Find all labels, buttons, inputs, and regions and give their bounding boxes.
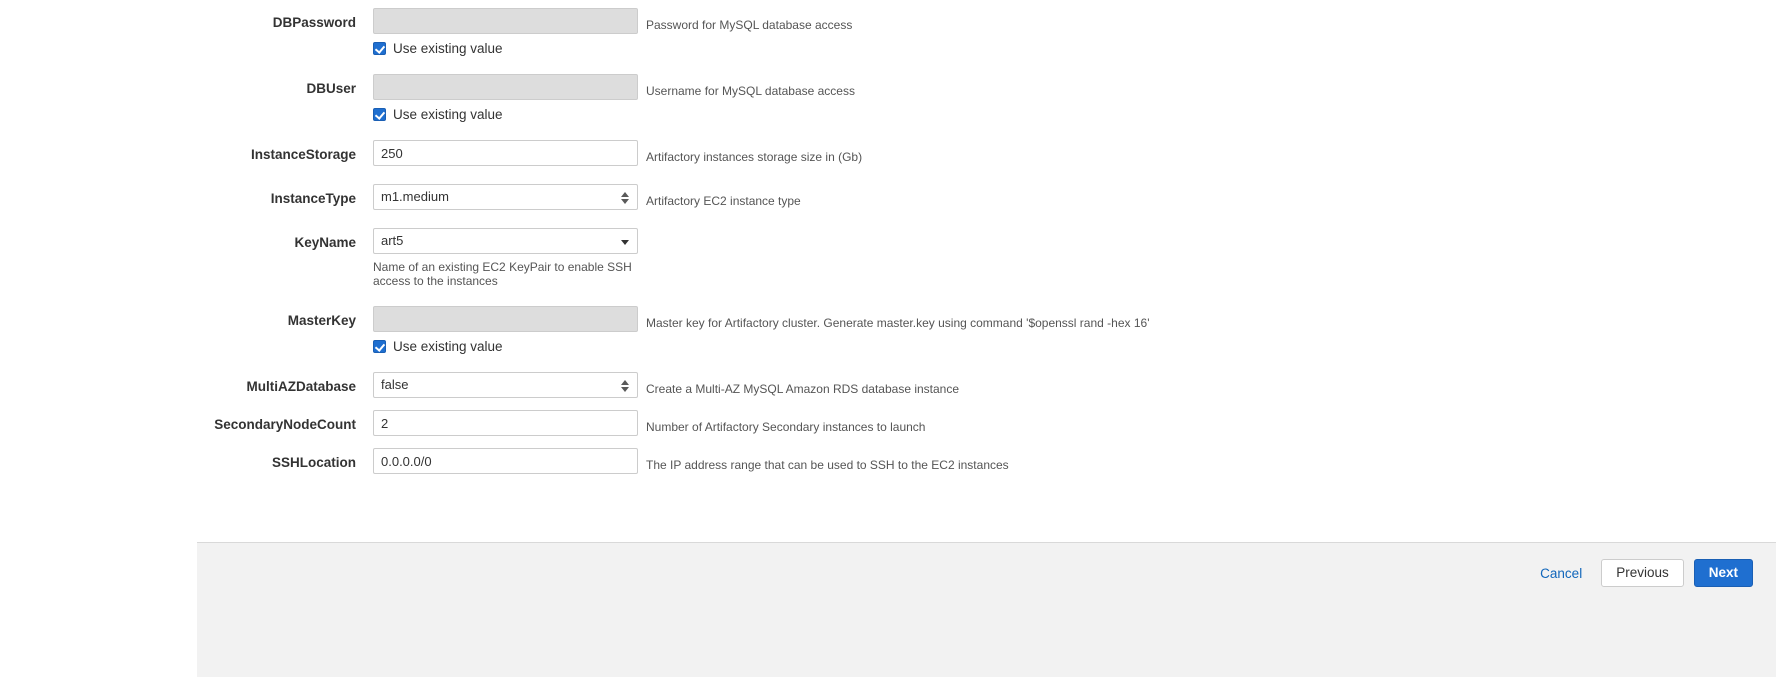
parameter-description-multiazdatabase: Create a Multi-AZ MySQL Amazon RDS database instance	[646, 382, 960, 396]
chevron-down-icon	[621, 387, 629, 392]
parameter-description-secondarynodecount: Number of Artifactory Secondary instances to launch	[646, 420, 926, 434]
parameter-row-secondarynodecount	[0, 410, 1776, 436]
spacer	[0, 436, 1776, 448]
parameter-control-sshlocation	[373, 448, 638, 474]
parameter-row-sshlocation	[0, 448, 1776, 474]
parameter-description-instancetype: Artifactory EC2 instance type	[646, 194, 801, 208]
dbuser-use-existing-value-label: Use existing value	[393, 107, 503, 122]
footer-actions	[1540, 559, 1753, 587]
parameter-row-dbuser	[0, 74, 1776, 122]
chevron-down-icon	[621, 199, 629, 204]
checkbox-checked-icon[interactable]	[373, 108, 386, 121]
parameter-control-instancestorage	[373, 140, 638, 166]
spacer	[0, 288, 1776, 306]
spacer	[0, 398, 1776, 410]
instancetype-select[interactable]	[373, 184, 638, 210]
next-button[interactable]: Next	[1694, 559, 1753, 587]
stepper-arrows-icon[interactable]	[619, 373, 631, 398]
parameter-description-sshlocation: The IP address range that can be used to SSH to the EC2 instances	[646, 458, 1009, 472]
cancel-link[interactable]: Cancel	[1540, 565, 1583, 581]
parameter-label-sshlocation: SSHLocation	[271, 455, 356, 470]
parameter-label-keyname: KeyName	[294, 235, 356, 250]
parameter-row-keyname	[0, 228, 1776, 288]
masterkey-use-existing-value-label: Use existing value	[393, 339, 503, 354]
keyname-select[interactable]	[373, 228, 638, 254]
dbuser-input[interactable]	[373, 74, 638, 100]
parameter-control-multiazdatabase	[373, 372, 638, 398]
parameter-description-instancestorage: Artifactory instances storage size in (Gb)	[646, 150, 863, 164]
dbpassword-use-existing-value-label: Use existing value	[393, 41, 503, 56]
parameter-control-keyname	[373, 228, 638, 288]
parameter-control-dbpassword	[373, 8, 638, 56]
parameter-description-dbuser: Username for MySQL database access	[646, 84, 855, 98]
chevron-down-icon[interactable]	[621, 240, 629, 245]
chevron-up-icon	[621, 380, 629, 385]
masterkey-use-existing-value-checkbox-row[interactable]	[373, 339, 638, 354]
parameter-description-dbpassword: Password for MySQL database access	[646, 18, 853, 32]
parameter-control-masterkey	[373, 306, 638, 354]
spacer	[0, 166, 1776, 184]
spacer	[0, 122, 1776, 140]
parameter-label-masterkey: MasterKey	[287, 313, 356, 328]
parameter-row-instancestorage	[0, 140, 1776, 166]
parameter-label-secondarynodecount: SecondaryNodeCount	[214, 417, 356, 432]
parameter-row-masterkey	[0, 306, 1776, 354]
checkbox-checked-icon[interactable]	[373, 42, 386, 55]
parameter-description-keyname-spacer	[638, 228, 646, 238]
secondarynodecount-input[interactable]	[373, 410, 638, 436]
parameter-label-instancetype: InstanceType	[270, 191, 356, 206]
previous-button[interactable]: Previous	[1601, 559, 1684, 587]
chevron-up-icon	[621, 192, 629, 197]
parameter-label-dbuser: DBUser	[306, 81, 356, 96]
dbuser-use-existing-value-checkbox-row[interactable]	[373, 107, 638, 122]
parameter-control-secondarynodecount	[373, 410, 638, 436]
masterkey-input[interactable]	[373, 306, 638, 332]
multiazdatabase-select[interactable]	[373, 372, 638, 398]
parameter-description-keyname: Name of an existing EC2 KeyPair to enable SSH access to the instances	[373, 260, 632, 288]
spacer	[0, 56, 1776, 74]
parameter-label-multiazdatabase: MultiAZDatabase	[246, 379, 356, 394]
dbpassword-input[interactable]	[373, 8, 638, 34]
footer-bar	[197, 542, 1776, 677]
parameter-label-dbpassword: DBPassword	[272, 15, 356, 30]
wizard-footer	[0, 542, 1776, 677]
parameter-description-masterkey: Master key for Artifactory cluster. Generate master.key using command '$openssl rand -hex 16'	[646, 316, 1150, 330]
multiazdatabase-selected-value: false	[381, 377, 409, 392]
parameter-row-dbpassword	[0, 8, 1776, 56]
sshlocation-input[interactable]	[373, 448, 638, 474]
parameter-row-instancetype	[0, 184, 1776, 210]
checkbox-checked-icon[interactable]	[373, 340, 386, 353]
stepper-arrows-icon[interactable]	[619, 185, 631, 210]
parameter-label-instancestorage: InstanceStorage	[250, 147, 356, 162]
parameter-control-instancetype	[373, 184, 638, 210]
parameter-row-multiazdatabase	[0, 372, 1776, 398]
keyname-selected-value: art5	[381, 233, 404, 248]
dbpassword-use-existing-value-checkbox-row[interactable]	[373, 41, 638, 56]
parameter-control-dbuser	[373, 74, 638, 122]
spacer	[0, 354, 1776, 372]
instancetype-selected-value: m1.medium	[381, 189, 449, 204]
spacer	[0, 210, 1776, 228]
instancestorage-input[interactable]	[373, 140, 638, 166]
